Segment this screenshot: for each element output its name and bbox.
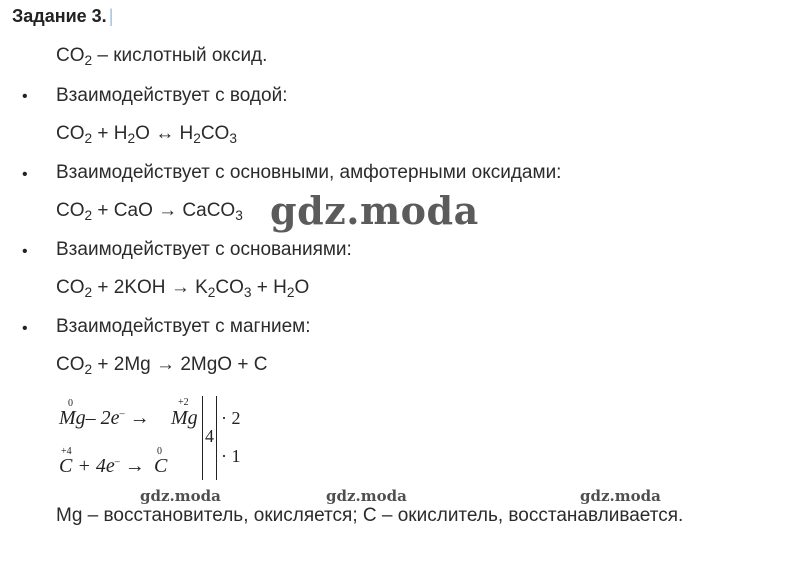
section-heading-oxides: Взаимодействует с основными, амфотерными оксидами: [56, 162, 562, 183]
text-cursor: | [108, 6, 114, 26]
bullet-3: • [22, 243, 28, 260]
bullet-1: • [22, 88, 28, 105]
coef-c: · 1 [221, 446, 241, 466]
balance-row-2: C + 4e– → [59, 455, 145, 477]
balance-row-1-product: Mg [171, 407, 198, 429]
coef-mg: · 2 [221, 408, 241, 428]
task-title-text: Задание 3. [12, 6, 107, 26]
conclusion-text: Mg – восстановитель, окисляется; С – окислитель, восстанавливается. [56, 505, 684, 526]
ox-state-c4: +4 [61, 446, 72, 457]
bullet-2: • [22, 166, 28, 183]
ox-state-mg0: 0 [68, 398, 73, 409]
subscript: 2 [84, 53, 93, 69]
task-title [12, 6, 113, 27]
section-heading-bases: Взаимодействует с основаниями: [56, 239, 352, 260]
section-heading-water: Взаимодействует с водой: [56, 85, 288, 106]
equation-oxides: $CO_2$ + CaO → CaCO$_3$ [56, 200, 243, 224]
watermark-large: gdz.moda [270, 188, 479, 233]
balance-divider-2 [216, 396, 217, 480]
equation-magnesium: $CO_2 + 2Mg \to 2MgO + C$ [56, 354, 268, 378]
watermark-small-1: gdz.moda [140, 487, 221, 505]
balance-row-1: Mg– 2e– → [59, 407, 150, 429]
formula-co: CO [56, 45, 85, 66]
ox-state-c0: 0 [157, 446, 162, 457]
watermark-small-2: gdz.moda [326, 487, 407, 505]
balance-divider-1 [202, 396, 203, 480]
bullet-4: • [22, 320, 28, 337]
balance-row-2-product: C [154, 455, 168, 477]
watermark-small-3: gdz.moda [580, 487, 661, 505]
intro-line [56, 45, 267, 67]
intro-text: – кислотный оксид. [97, 45, 268, 66]
equation-water: $CO_2 + H_2O$ ↔ $H_2CO_3$ [56, 123, 237, 147]
equation-bases: $CO_2 + 2KOH \to K_2CO_3 + H_2O$ [56, 277, 310, 301]
section-heading-magnesium: Взаимодействует с магнием: [56, 316, 311, 337]
ox-state-mg2: +2 [178, 397, 189, 408]
balance-lcm: 4 [205, 426, 214, 446]
